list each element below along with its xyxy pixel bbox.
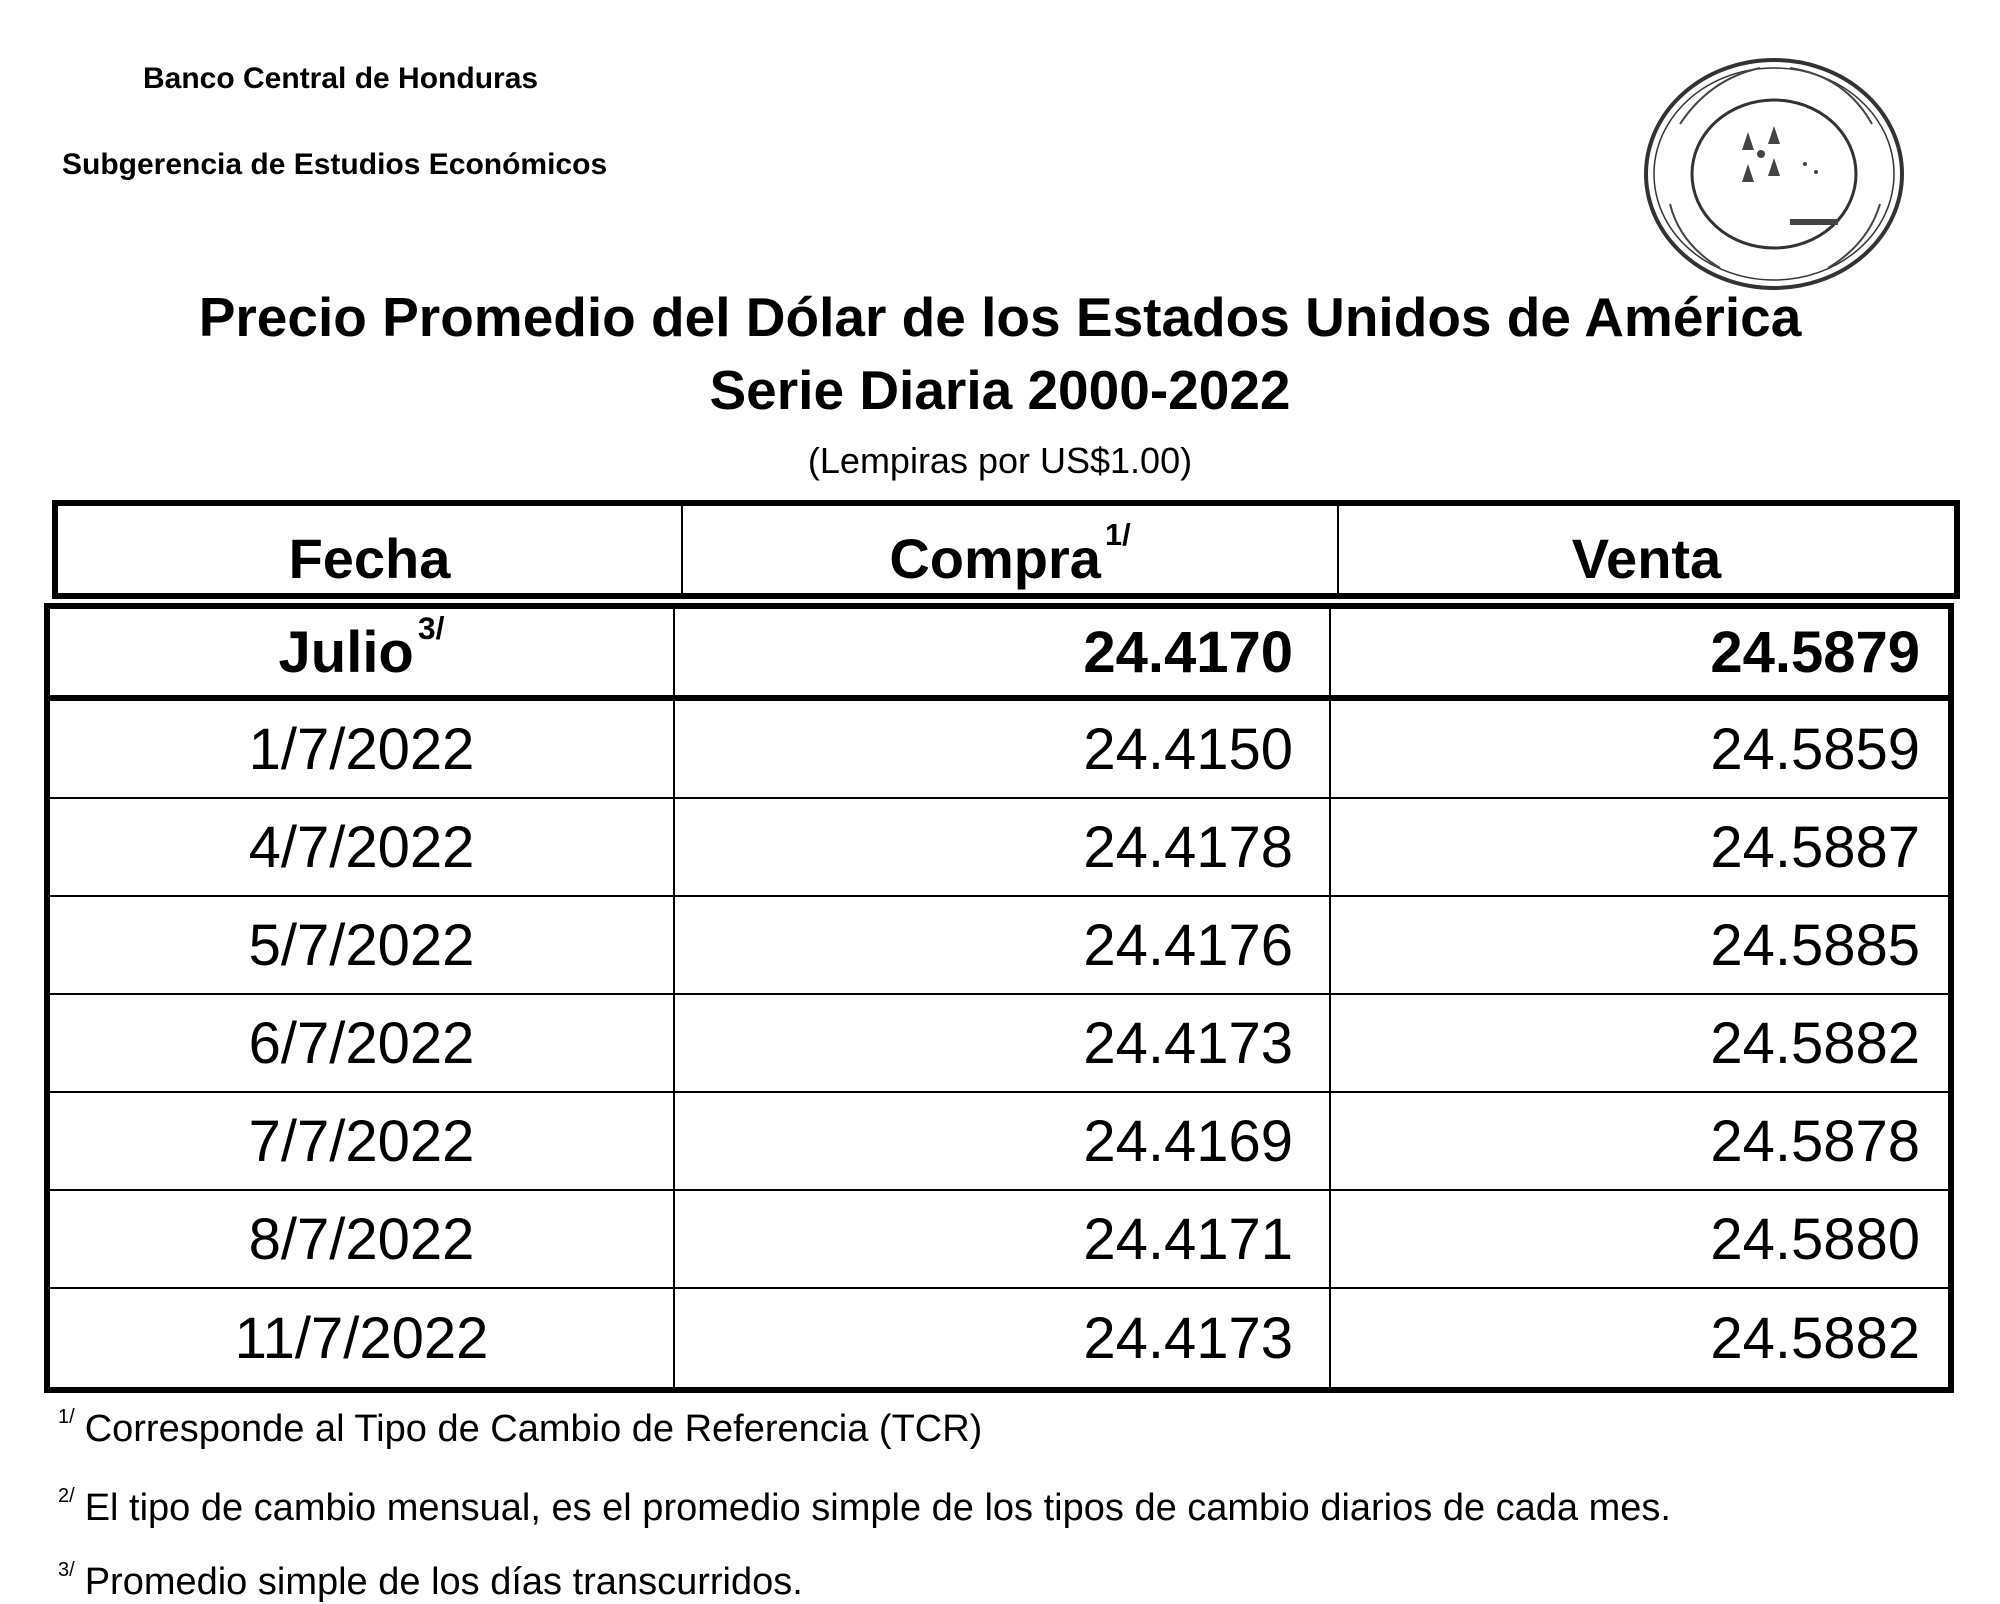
cell-venta: 24.5882 bbox=[1710, 1010, 1920, 1076]
summary-footnote-mark: 3/ bbox=[417, 609, 445, 646]
cell-venta: 24.5887 bbox=[1710, 814, 1920, 880]
table-row bbox=[50, 995, 1948, 1093]
table-row bbox=[50, 701, 1948, 799]
cell-compra: 24.4173 bbox=[675, 995, 1331, 1091]
column-header-label: Venta bbox=[1571, 527, 1722, 590]
cell-venta: 24.5882 bbox=[1710, 1305, 1920, 1371]
cell-compra: 24.4171 bbox=[675, 1191, 1331, 1287]
footnote-text: El tipo de cambio mensual, es el promedio simple de los tipos de cambio diarios de cada mes. bbox=[84, 1487, 1671, 1529]
column-header-footnote-mark: 1/ bbox=[1104, 517, 1131, 553]
footnote bbox=[58, 1408, 982, 1451]
summary-compra: 24.4170 bbox=[675, 609, 1331, 695]
column-header-fecha bbox=[58, 506, 683, 593]
footnote-text: Promedio simple de los días transcurridos. bbox=[84, 1561, 803, 1603]
units-label: (Lempiras por US$1.00) bbox=[807, 440, 1193, 481]
cell-fecha: 1/7/2022 bbox=[50, 701, 675, 797]
footnote-text: Corresponde al Tipo de Cambio de Referencia (TCR) bbox=[84, 1408, 983, 1450]
cell-compra: 24.4150 bbox=[675, 701, 1331, 797]
column-header-venta bbox=[1339, 506, 1954, 593]
cell-compra: 24.4176 bbox=[675, 897, 1331, 993]
cell-venta: 24.5880 bbox=[1710, 1206, 1920, 1272]
summary-venta: 24.5879 bbox=[1710, 619, 1920, 685]
column-header-label: Compra bbox=[889, 527, 1101, 590]
column-header-compra bbox=[683, 506, 1339, 593]
table-row bbox=[50, 1289, 1948, 1387]
cell-compra: 24.4169 bbox=[675, 1093, 1331, 1189]
footnote-mark: 1/ bbox=[58, 1406, 75, 1428]
exchange-rate-table bbox=[44, 603, 1954, 1393]
table-row bbox=[50, 1191, 1948, 1289]
cell-compra: 24.4178 bbox=[675, 799, 1331, 895]
cell-compra: 24.4173 bbox=[675, 1289, 1331, 1387]
bank-seal-icon bbox=[1640, 54, 1908, 294]
cell-venta: 24.5878 bbox=[1710, 1108, 1920, 1174]
department-name: Subgerencia de Estudios Económicos bbox=[62, 148, 608, 181]
cell-fecha: 7/7/2022 bbox=[50, 1093, 675, 1189]
organization-name: Banco Central de Honduras bbox=[143, 62, 539, 95]
cell-venta: 24.5859 bbox=[1710, 716, 1920, 782]
table-header bbox=[52, 500, 1960, 599]
footnote bbox=[58, 1561, 803, 1604]
cell-fecha: 6/7/2022 bbox=[50, 995, 675, 1091]
cell-fecha: 11/7/2022 bbox=[50, 1289, 675, 1387]
table-row bbox=[50, 799, 1948, 897]
summary-fecha-label: Julio bbox=[278, 619, 414, 685]
footnote bbox=[58, 1487, 1671, 1530]
footnote-mark: 3/ bbox=[58, 1559, 75, 1581]
cell-fecha: 5/7/2022 bbox=[50, 897, 675, 993]
footnote-mark: 2/ bbox=[58, 1485, 75, 1507]
page-subtitle: Serie Diaria 2000-2022 bbox=[709, 359, 1291, 421]
table-row bbox=[50, 1093, 1948, 1191]
cell-fecha: 8/7/2022 bbox=[50, 1191, 675, 1287]
table-row bbox=[50, 897, 1948, 995]
column-header-label: Fecha bbox=[288, 527, 451, 590]
cell-venta: 24.5885 bbox=[1710, 912, 1920, 978]
page-title: Precio Promedio del Dólar de los Estados Unidos de América bbox=[198, 286, 1802, 348]
table-row-summary bbox=[50, 609, 1948, 701]
summary-fecha bbox=[50, 609, 675, 695]
cell-fecha: 4/7/2022 bbox=[50, 799, 675, 895]
